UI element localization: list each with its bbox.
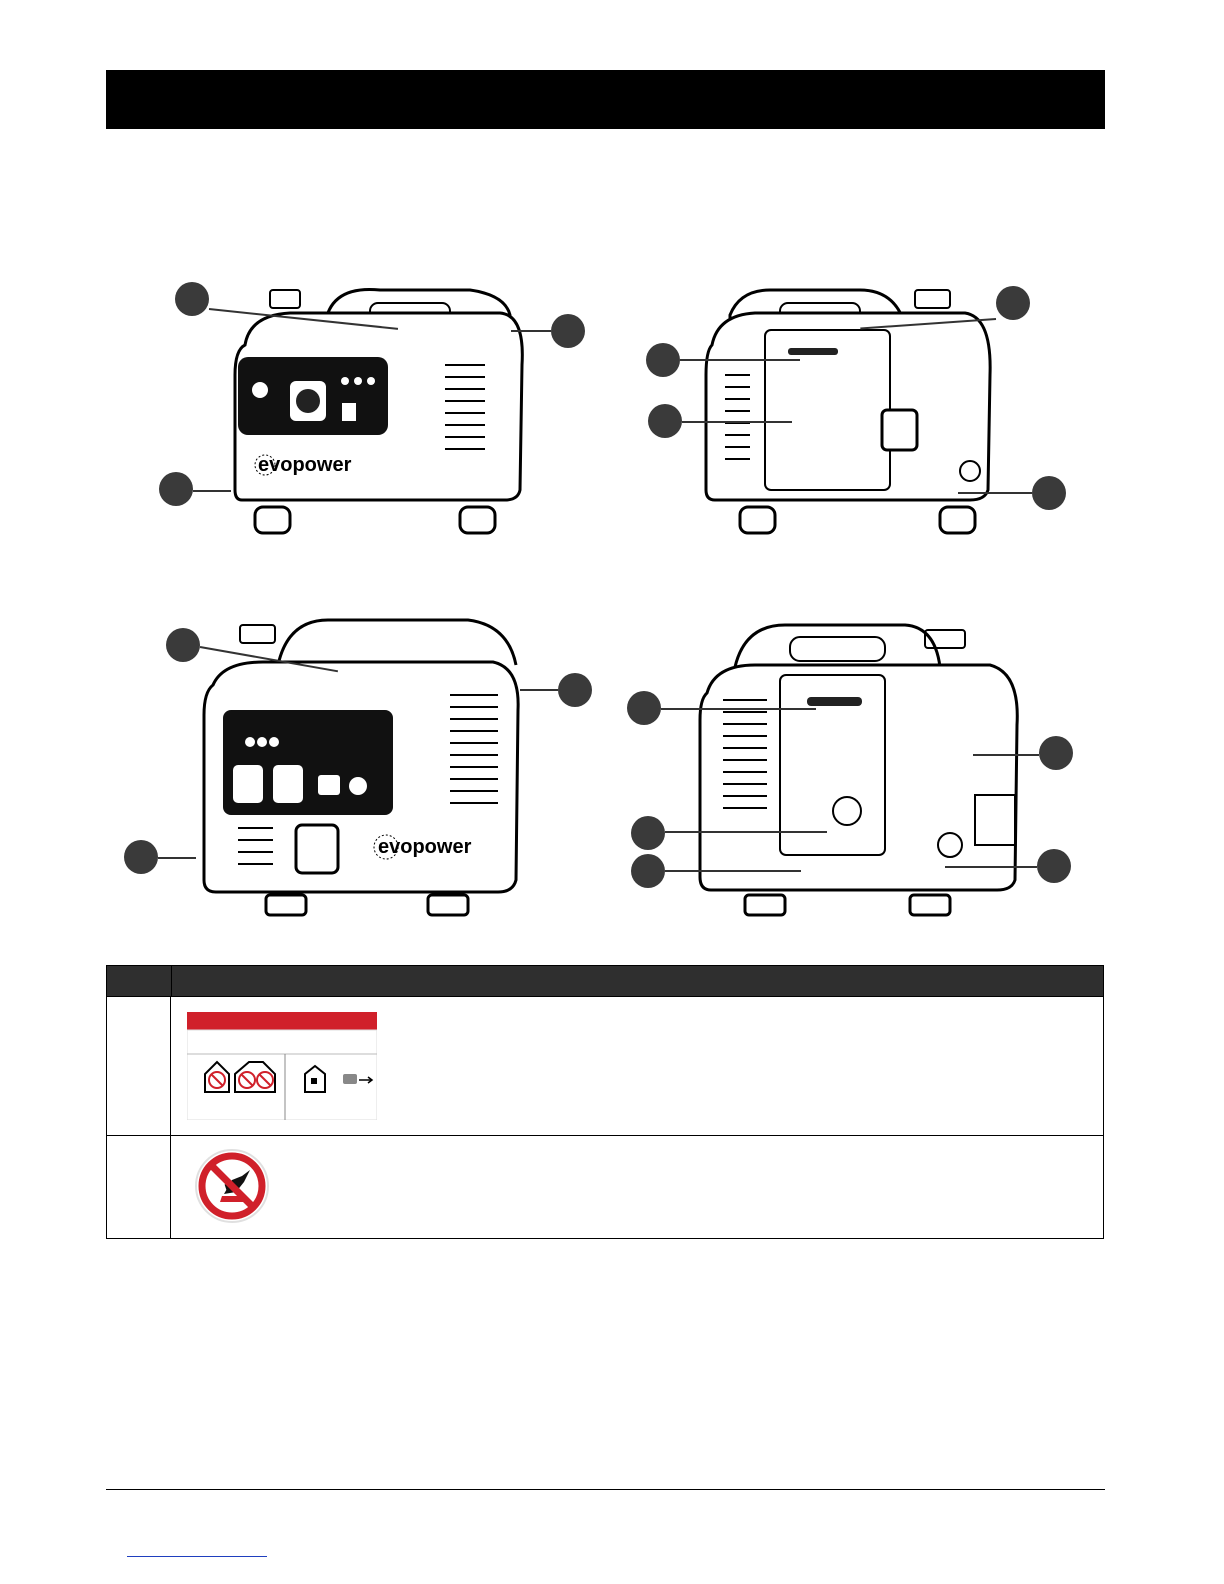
generator-front-view-large [198,610,523,920]
brand-logo: evopower [258,454,352,476]
column-divider [170,1136,171,1239]
callout-marker [551,314,585,348]
callout-marker [631,816,665,850]
callout-marker [648,404,682,438]
callout-marker [124,840,158,874]
callout-arrow [945,866,1037,868]
footer-link-underline[interactable] [127,1556,267,1557]
brand-logo-large: evopower [378,836,472,858]
callout-arrow [973,754,1039,756]
safety-label-table [106,965,1104,1239]
callout-marker [1037,849,1071,883]
callout-arrow [665,870,801,872]
callout-marker [1032,476,1066,510]
callout-marker [558,673,592,707]
table-row [107,1135,1103,1239]
callout-marker [646,343,680,377]
callout-arrow [665,831,827,833]
section-title-bar [106,70,1105,129]
generator-front-view [230,285,530,540]
footer-rule [106,1489,1105,1490]
table-header [107,966,1103,996]
callout-arrow [158,857,196,859]
generator-front-large-drawing [198,610,523,920]
generator-rear-view [700,285,1000,540]
generator-rear-large-drawing [695,615,1025,920]
callout-arrow [958,492,1032,494]
column-divider [170,997,171,1136]
generator-rear-view-large [695,615,1025,920]
no-touch-hot-surface-icon [192,1146,272,1226]
callout-arrow [661,708,816,710]
callout-arrow [680,359,800,361]
callout-marker [166,628,200,662]
callout-marker [996,286,1030,320]
callout-arrow [682,421,792,423]
generator-rear-drawing [700,285,1000,540]
callout-marker [631,854,665,888]
callout-arrow [520,689,558,691]
callout-marker [1039,736,1073,770]
callout-marker [175,282,209,316]
table-header-number-cell [107,966,172,996]
table-row [107,996,1103,1136]
generator-front-drawing [230,285,530,540]
no-indoor-use-label [187,1012,377,1120]
callout-arrow [511,330,551,332]
callout-marker [627,691,661,725]
callout-marker [159,472,193,506]
callout-arrow [193,490,231,492]
